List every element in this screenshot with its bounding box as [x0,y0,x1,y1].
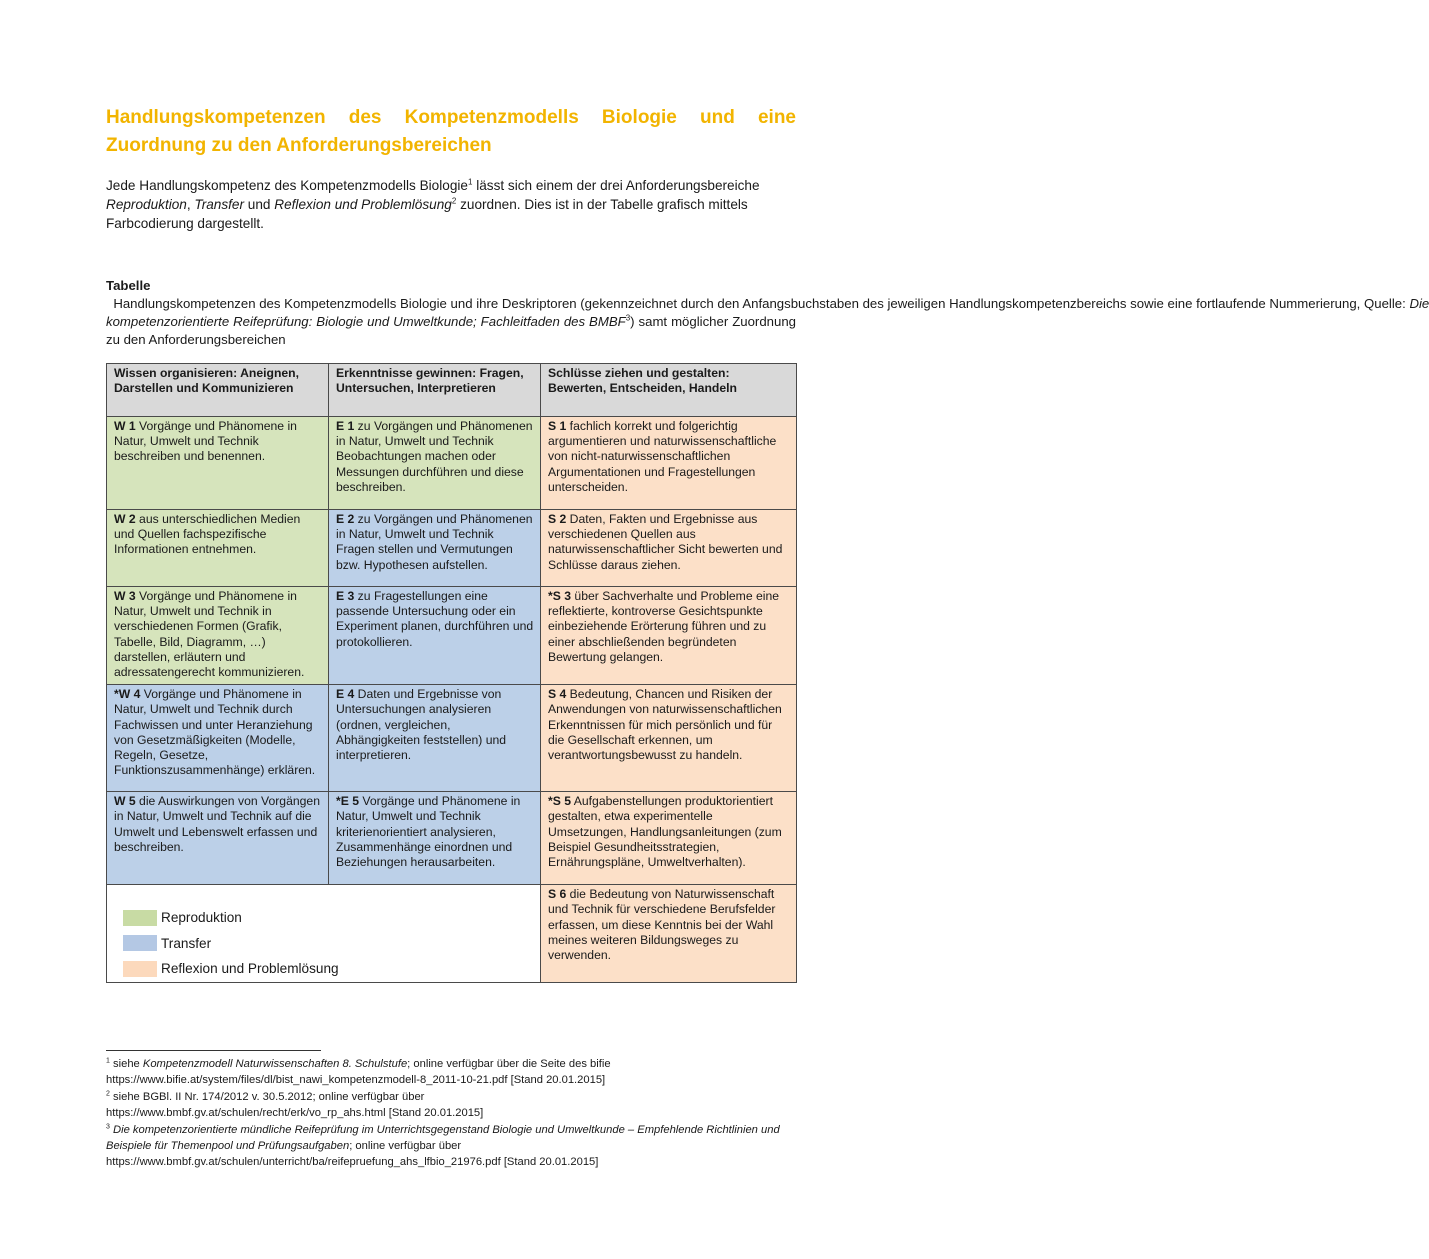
table-row [107,417,797,510]
table-row [107,587,797,685]
footnote-separator [106,1050,321,1051]
cell-s2: S 2 Daten, Fakten und Ergebnisse aus verschiedenen Quellen aus naturwissenschaftlicher Sicht bewerten und Schlüsse daraus ziehen. [541,510,797,587]
table-row [107,885,797,983]
cell-s1: S 1 fachlich korrekt und folgerichtig argumentieren und naturwissenschaftliche von nicht-naturwissenschaftlichen Argumentationen und Fragestellungen unterscheiden. [541,417,797,510]
cell-w2: W 2 aus unterschiedlichen Medien und Quellen fachspezifische Informationen entnehmen. [107,510,329,587]
cell-s4: S 4 Bedeutung, Chancen und Risiken der Anwendungen von naturwissenschaftlichen Erkenntnissen für mich persönlich und für die Gesellschaft erkennen, um verantwortungsbewusst zu handeln. [541,685,797,792]
legend-item-reflexion: Reflexion und Problemlösung [123,956,540,982]
cell-w4: *W 4 Vorgänge und Phänomene in Natur, Umwelt und Technik durch Fachwissen und unter Heranziehung von Gesetzmäßigkeiten (Modelle, Regeln, Gesetze, Funktionszusammenhänge) erklären. [107,685,329,792]
caption-source: Die kompetenzorientierte Reifeprüfung: Biologie und Umweltkunde; Fachleitfaden des BMBF [106,296,1429,329]
legend-cell [107,885,541,983]
caption-label: Tabelle [106,278,151,293]
footnote-2-url[interactable]: https://www.bmbf.gv.at/schulen/recht/erk/vo_rp_ahs.html [Stand 20.01.2015] [106,1107,484,1120]
cell-e2: E 2 zu Vorgängen und Phänomenen in Natur, Umwelt und Technik Fragen stellen und Vermutungen bzw. Hypothesen aufstellen. [329,510,541,587]
header-wissen: Wissen organisieren: Aneignen, Darstellen und Kommunizieren [107,364,329,417]
cell-w3: W 3 Vorgänge und Phänomene in Natur, Umwelt und Technik in verschiedenen Formen (Grafik, Tabelle, Bild, Diagramm, …) darstellen, erläutern und adressatengerecht kommunizieren. [107,587,329,685]
legend [107,885,540,982]
swatch-reflexion [123,961,157,977]
table-header-row [107,364,797,417]
cell-s6: S 6 die Bedeutung von Naturwissenschaft und Technik für verschiedene Berufsfelder erfassen, um diese Kenntnis bei der Wahl meines weiteren Bildungsweges zu verwenden. [541,885,797,983]
cell-s3: *S 3 über Sachverhalte und Probleme eine reflektierte, kontroverse Gesichtspunkte einbeziehende Erörterung führen und zu einer abschließenden begründeten Bewertung gelangen. [541,587,797,685]
footnote-2: $^2$ siehe BGBl. II Nr. 174/2012 v. 30.5.2012; online verfügbar über [106,1090,425,1103]
swatch-transfer [123,935,157,951]
footnotes [106,1056,796,1171]
footnote-1: $^1$ siehe Kompetenzmodell Naturwissenschaften 8. Schulstufe; online verfügbar über die Seite des bifie [106,1057,611,1070]
header-schluesse: Schlüsse ziehen und gestalten: Bewerten, Entscheiden, Handeln [541,364,797,417]
footnote-3-url[interactable]: https://www.bmbf.gv.at/schulen/unterricht/ba/reifepruefung_ahs_lfbio_21976.pdf [Stand 20.01.2015] [106,1156,599,1169]
cell-e3: E 3 zu Fragestellungen eine passende Untersuchung oder ein Experiment planen, durchführen und protokollieren. [329,587,541,685]
table-row [107,510,797,587]
table-row [107,685,797,792]
cell-e1: E 1 zu Vorgängen und Phänomenen in Natur, Umwelt und Technik Beobachtungen machen oder Messungen durchführen und diese beschreiben. [329,417,541,510]
legend-item-transfer: Transfer [123,931,540,957]
cell-w1: W 1 Vorgänge und Phänomene in Natur, Umwelt und Technik beschreiben und benennen. [107,417,329,510]
swatch-reproduktion [123,910,157,926]
footnote-ref-1[interactable]: 1 [467,177,473,187]
intro-paragraph: Jede Handlungskompetenz des Kompetenzmodells Biologie$^1$ lässt sich einem der drei Anforderungsbereiche Reproduktion, Transfer und Reflexion und Problemlösung$^2$ zuordnen. Dies ist in der Tabelle grafisch mittels Farbcodierung dargestellt. [106,177,760,231]
cell-e5: *E 5 Vorgänge und Phänomene in Natur, Umwelt und Technik kriterienorientiert analysieren, Zusammenhänge einordnen und Beziehungen herausarbeiten. [329,792,541,885]
competence-table [106,363,797,983]
cell-s5: *S 5 Aufgabenstellungen produktorientiert gestalten, etwa experimentelle Umsetzungen, Handlungsanleitungen (zum Beispiel Gesundheitsstrategien, Ernährungspläne, Umweltverhalten). [541,792,797,885]
footnote-ref-3[interactable]: 3 [625,313,631,323]
table-row [107,792,797,885]
legend-item-reproduktion: Reproduktion [123,905,540,931]
footnote-ref-2[interactable]: 2 [451,196,457,206]
cell-w5: W 5 die Auswirkungen von Vorgängen in Natur, Umwelt und Technik auf die Umwelt und Lebenswelt erfassen und beschreiben. [107,792,329,885]
cell-e4: E 4 Daten und Ergebnisse von Untersuchungen analysieren (ordnen, vergleichen, Abhängigkeiten feststellen) und interpretieren. [329,685,541,792]
footnote-1-url[interactable]: https://www.bifie.at/system/files/dl/bist_nawi_kompetenzmodell-8_2011-10-21.pdf [Stand 20.01.2015] [106,1074,606,1087]
table-caption: Tabelle Handlungskompetenzen des Kompetenzmodells Biologie und ihre Deskriptoren (gekennzeichnet durch den Anfangsbuchstaben des jeweiligen Handlungskompetenzbereichs sowie eine fortlaufende Nummerierung, Quelle: Die kompetenzorientierte Reifeprüfung: Biologie und Umweltkunde; Fachleitfaden des BMBF$^3$) samt möglicher Zuordnung zu den Anforderungsbereichen [106,278,1429,347]
footnote-3: $^3$ Die kompetenzorientierte mündliche Reifeprüfung im Unterrichtsgegenstand Biologie und Umweltkunde – Empfehlende Richtlinien und Beispiele für Themenpool und Prüfungsaufgaben; online verfügbar über [106,1122,780,1153]
document-title: Handlungskompetenzen des Kompetenzmodells Biologie und eine Zuordnung zu den Anforderungsbereichen [106,107,796,156]
header-erkenntnisse: Erkenntnisse gewinnen: Fragen, Untersuchen, Interpretieren [329,364,541,417]
